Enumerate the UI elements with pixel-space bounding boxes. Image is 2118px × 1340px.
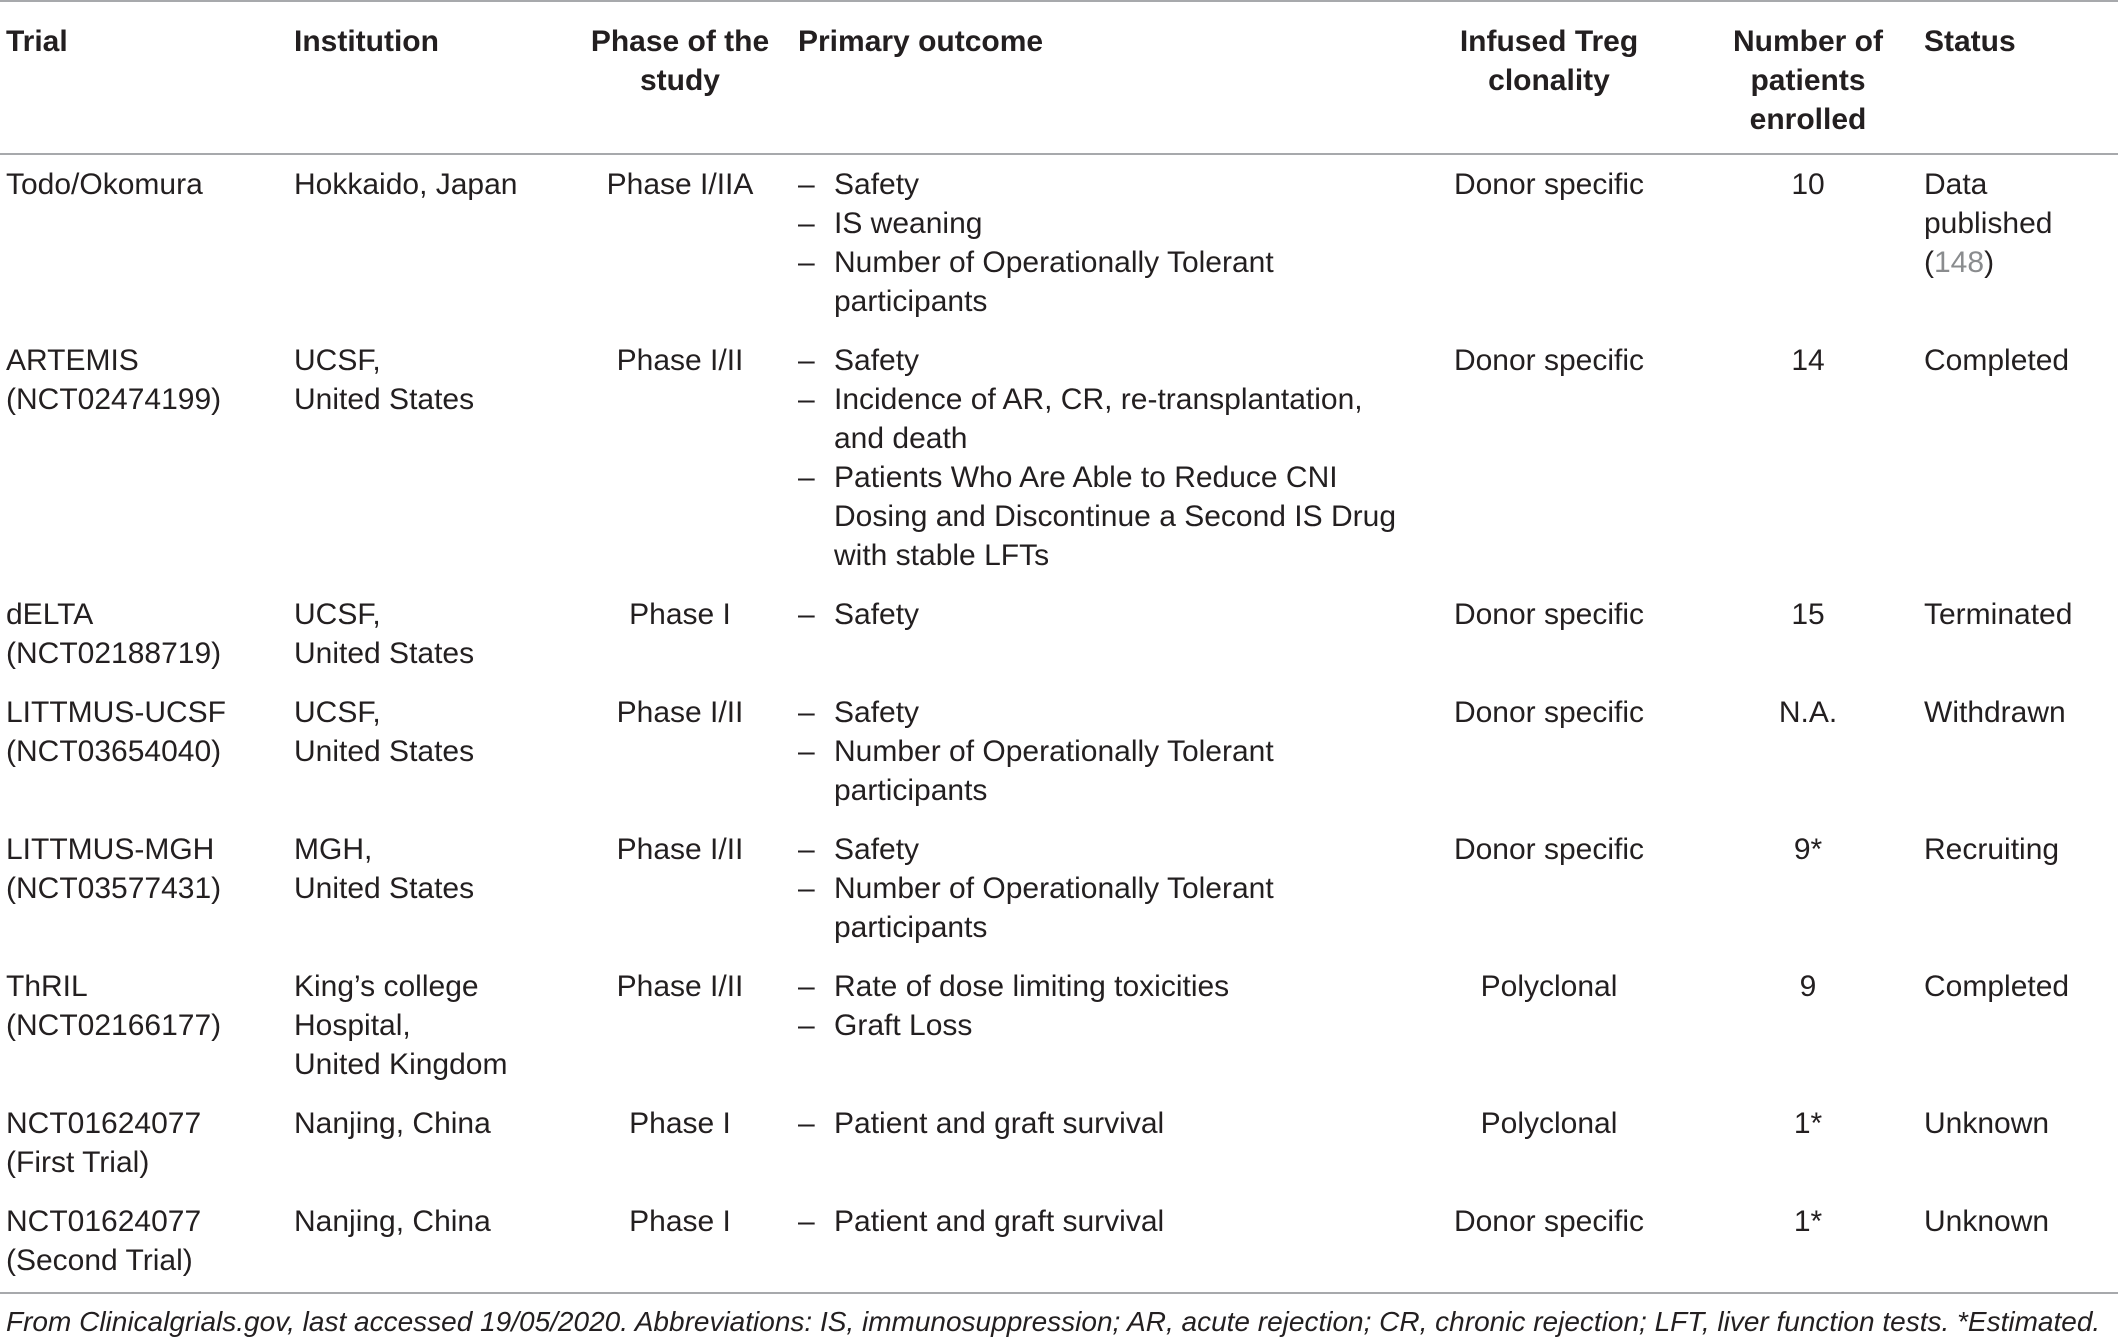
outcome-list bbox=[798, 595, 1400, 634]
cell-patients-enrolled: 1* bbox=[1793, 1205, 1823, 1238]
outcome-item bbox=[798, 165, 1400, 204]
header-clonality-line-1: Infused Treg bbox=[1459, 25, 1639, 58]
trial-name-line: dELTA bbox=[6, 598, 94, 631]
outcome-dash: – bbox=[798, 970, 815, 1003]
header-phase bbox=[568, 1, 792, 154]
outcome-dash: – bbox=[798, 1009, 815, 1042]
table-row bbox=[0, 957, 2118, 1094]
institution-line: MGH, bbox=[294, 833, 373, 866]
cell-primary-outcome bbox=[792, 1192, 1400, 1293]
cell-patients-enrolled: 10 bbox=[1791, 168, 1825, 201]
status-text: Withdrawn bbox=[1924, 696, 2066, 729]
cell-phase: Phase I bbox=[629, 598, 731, 631]
cell-status bbox=[1918, 331, 2118, 585]
cell-status bbox=[1918, 1192, 2118, 1293]
cell-phase: Phase I/IIA bbox=[606, 168, 754, 201]
cell-institution bbox=[288, 1094, 568, 1192]
outcome-text: Number of Operationally Tolerant participants bbox=[834, 246, 1274, 318]
outcome-item bbox=[798, 1202, 1400, 1241]
table-row bbox=[0, 585, 2118, 683]
header-phase-line-1: Phase of the bbox=[590, 25, 770, 58]
table-row bbox=[0, 331, 2118, 585]
outcome-text: Patient and graft survival bbox=[834, 1107, 1165, 1140]
cell-status bbox=[1918, 957, 2118, 1094]
cell-treg-clonality: Polyclonal bbox=[1480, 970, 1618, 1003]
cell-trial bbox=[0, 820, 288, 957]
header-outcome: Primary outcome bbox=[798, 25, 1044, 58]
trial-name-line: (NCT02474199) bbox=[6, 383, 222, 416]
status-text: Recruiting bbox=[1924, 833, 2060, 866]
cell-trial bbox=[0, 683, 288, 820]
outcome-dash: – bbox=[798, 735, 815, 768]
institution-line: Hospital, bbox=[294, 1009, 411, 1042]
header-clonality bbox=[1400, 1, 1698, 154]
trial-name-line: (First Trial) bbox=[6, 1146, 150, 1179]
status-text: Completed bbox=[1924, 970, 2070, 1003]
outcome-item bbox=[798, 341, 1400, 380]
trial-name-line: LITTMUS-UCSF bbox=[6, 696, 226, 729]
trial-name-line: NCT01624077 bbox=[6, 1205, 202, 1238]
cell-institution bbox=[288, 683, 568, 820]
cell-treg-clonality: Donor specific bbox=[1453, 1205, 1645, 1238]
cell-patients-enrolled: 14 bbox=[1791, 344, 1825, 377]
outcome-dash: – bbox=[798, 696, 815, 729]
cell-trial bbox=[0, 1192, 288, 1293]
outcome-item bbox=[798, 380, 1400, 458]
cell-primary-outcome bbox=[792, 957, 1400, 1094]
outcome-item bbox=[798, 204, 1400, 243]
outcome-dash: – bbox=[798, 383, 815, 416]
trial-name-line: (Second Trial) bbox=[6, 1244, 193, 1277]
cell-patients-enrolled: 15 bbox=[1791, 598, 1825, 631]
institution-line: United States bbox=[294, 735, 475, 768]
cell-treg-clonality: Donor specific bbox=[1453, 168, 1645, 201]
outcome-list bbox=[798, 1202, 1400, 1241]
outcome-dash: – bbox=[798, 598, 815, 631]
outcome-text: Graft Loss bbox=[834, 1009, 973, 1042]
institution-line: King’s college bbox=[294, 970, 479, 1003]
cell-status: Data published (148) bbox=[1924, 168, 2053, 279]
outcome-dash: – bbox=[798, 1107, 815, 1140]
institution-line: UCSF, bbox=[294, 696, 381, 729]
outcome-list bbox=[798, 1104, 1400, 1143]
cell-primary-outcome bbox=[792, 154, 1400, 331]
outcome-dash: – bbox=[798, 461, 815, 494]
header-patients-line-2: patients enrolled bbox=[1749, 64, 1867, 136]
outcome-text: Number of Operationally Tolerant participants bbox=[834, 735, 1274, 807]
header-patients bbox=[1698, 1, 1918, 154]
outcome-dash: – bbox=[798, 168, 815, 201]
outcome-text: Patients Who Are Able to Reduce CNI Dosing and Discontinue a Second IS Drug with stable LFTs bbox=[834, 461, 1397, 572]
cell-primary-outcome bbox=[792, 331, 1400, 585]
outcome-text: Patient and graft survival bbox=[834, 1205, 1165, 1238]
header-institution: Institution bbox=[294, 25, 439, 58]
outcome-item bbox=[798, 693, 1400, 732]
institution-line: UCSF, bbox=[294, 344, 381, 377]
institution-line: Hokkaido, Japan bbox=[294, 168, 518, 201]
cell-status bbox=[1918, 585, 2118, 683]
outcome-dash: – bbox=[798, 344, 815, 377]
outcome-text: Safety bbox=[834, 344, 920, 377]
cell-institution bbox=[288, 957, 568, 1094]
outcome-text: Number of Operationally Tolerant participants bbox=[834, 872, 1274, 944]
outcome-text: Safety bbox=[834, 696, 920, 729]
trial-name-line: LITTMUS-MGH bbox=[6, 833, 215, 866]
institution-line: Nanjing, China bbox=[294, 1205, 491, 1238]
status-text: Terminated bbox=[1924, 598, 2073, 631]
cell-primary-outcome bbox=[792, 683, 1400, 820]
outcome-text: Safety bbox=[834, 833, 920, 866]
trial-name-line: ARTEMIS bbox=[6, 344, 139, 377]
cell-phase: Phase I/II bbox=[616, 970, 744, 1003]
cell-institution bbox=[288, 820, 568, 957]
cell-patients-enrolled: 9 bbox=[1799, 970, 1817, 1003]
outcome-item bbox=[798, 967, 1400, 1006]
table-row bbox=[0, 1192, 2118, 1293]
cell-trial bbox=[0, 331, 288, 585]
cell-phase: Phase I/II bbox=[616, 833, 744, 866]
cell-treg-clonality: Polyclonal bbox=[1480, 1107, 1618, 1140]
cell-primary-outcome bbox=[792, 585, 1400, 683]
status-text: Unknown bbox=[1924, 1205, 2050, 1238]
outcome-text: Safety bbox=[834, 598, 920, 631]
cell-treg-clonality: Donor specific bbox=[1453, 833, 1645, 866]
table-row bbox=[0, 1094, 2118, 1192]
header-clonality-line-2: clonality bbox=[1488, 64, 1610, 97]
cell-treg-clonality: Donor specific bbox=[1453, 344, 1645, 377]
trial-name-line: (NCT02188719) bbox=[6, 637, 222, 670]
cell-primary-outcome bbox=[792, 820, 1400, 957]
table-row bbox=[0, 683, 2118, 820]
outcome-item bbox=[798, 1006, 1400, 1045]
outcome-list bbox=[798, 693, 1400, 810]
table-row bbox=[0, 154, 2118, 331]
outcome-item bbox=[798, 830, 1400, 869]
institution-line: United States bbox=[294, 637, 475, 670]
trial-name-line: NCT01624077 bbox=[6, 1107, 202, 1140]
cell-status bbox=[1918, 683, 2118, 820]
header-trial: Trial bbox=[6, 25, 68, 58]
outcome-item bbox=[798, 243, 1400, 321]
cell-primary-outcome bbox=[792, 1094, 1400, 1192]
cell-institution bbox=[288, 331, 568, 585]
status-reference-link[interactable]: 148 bbox=[1934, 246, 1985, 279]
table-footnote: From Clinicalgrials.gov, last accessed 19/05/2020. Abbreviations: IS, immunosuppression; AR, acute rejection; CR, chronic rejection; LFT, liver function tests. *Estimated. bbox=[6, 1306, 2101, 1337]
trial-name-line: Todo/Okomura bbox=[6, 168, 203, 201]
header-status: Status bbox=[1924, 25, 2016, 58]
trial-name-line: ThRIL bbox=[6, 970, 88, 1003]
cell-institution bbox=[288, 154, 568, 331]
outcome-list bbox=[798, 165, 1400, 321]
outcome-list bbox=[798, 341, 1400, 575]
cell-treg-clonality: Donor specific bbox=[1453, 598, 1645, 631]
outcome-list bbox=[798, 967, 1400, 1045]
cell-phase: Phase I/II bbox=[616, 696, 744, 729]
outcome-item bbox=[798, 458, 1400, 575]
outcome-text: IS weaning bbox=[834, 207, 983, 240]
cell-trial bbox=[0, 1094, 288, 1192]
cell-trial bbox=[0, 154, 288, 331]
cell-institution bbox=[288, 585, 568, 683]
cell-phase: Phase I/II bbox=[616, 344, 744, 377]
cell-status bbox=[1918, 820, 2118, 957]
outcome-item bbox=[798, 869, 1400, 947]
institution-line: United States bbox=[294, 872, 475, 905]
cell-patients-enrolled: 9* bbox=[1793, 833, 1823, 866]
outcome-item bbox=[798, 1104, 1400, 1143]
outcome-text: Rate of dose limiting toxicities bbox=[834, 970, 1230, 1003]
outcome-dash: – bbox=[798, 872, 815, 905]
cell-status bbox=[1918, 1094, 2118, 1192]
institution-line: United States bbox=[294, 383, 475, 416]
status-text: Unknown bbox=[1924, 1107, 2050, 1140]
cell-phase: Phase I bbox=[629, 1205, 731, 1238]
cell-patients-enrolled: 1* bbox=[1793, 1107, 1823, 1140]
table-row bbox=[0, 820, 2118, 957]
header-patients-line-1: Number of bbox=[1733, 25, 1883, 58]
cell-patients-enrolled: N.A. bbox=[1778, 696, 1838, 729]
outcome-item bbox=[798, 595, 1400, 634]
table-header bbox=[0, 1, 2118, 154]
status-text: Completed bbox=[1924, 344, 2070, 377]
institution-line: Nanjing, China bbox=[294, 1107, 491, 1140]
trial-name-line: (NCT02166177) bbox=[6, 1009, 222, 1042]
outcome-dash: – bbox=[798, 207, 815, 240]
outcome-dash: – bbox=[798, 1205, 815, 1238]
outcome-text: Safety bbox=[834, 168, 920, 201]
cell-phase: Phase I bbox=[629, 1107, 731, 1140]
outcome-text: Incidence of AR, CR, re-transplantation, and death bbox=[834, 383, 1363, 455]
header-row bbox=[0, 1, 2118, 154]
cell-trial bbox=[0, 957, 288, 1094]
outcome-item bbox=[798, 732, 1400, 810]
outcome-dash: – bbox=[798, 833, 815, 866]
cell-treg-clonality: Donor specific bbox=[1453, 696, 1645, 729]
table-body bbox=[0, 154, 2118, 1293]
trial-name-line: (NCT03577431) bbox=[6, 872, 222, 905]
outcome-list bbox=[798, 830, 1400, 947]
status-text: Data published bbox=[1924, 168, 2053, 240]
header-phase-line-2: study bbox=[639, 64, 720, 97]
cell-trial bbox=[0, 585, 288, 683]
institution-line: United Kingdom bbox=[294, 1048, 508, 1081]
institution-line: UCSF, bbox=[294, 598, 381, 631]
outcome-dash: – bbox=[798, 246, 815, 279]
cell-institution bbox=[288, 1192, 568, 1293]
trial-name-line: (NCT03654040) bbox=[6, 735, 222, 768]
